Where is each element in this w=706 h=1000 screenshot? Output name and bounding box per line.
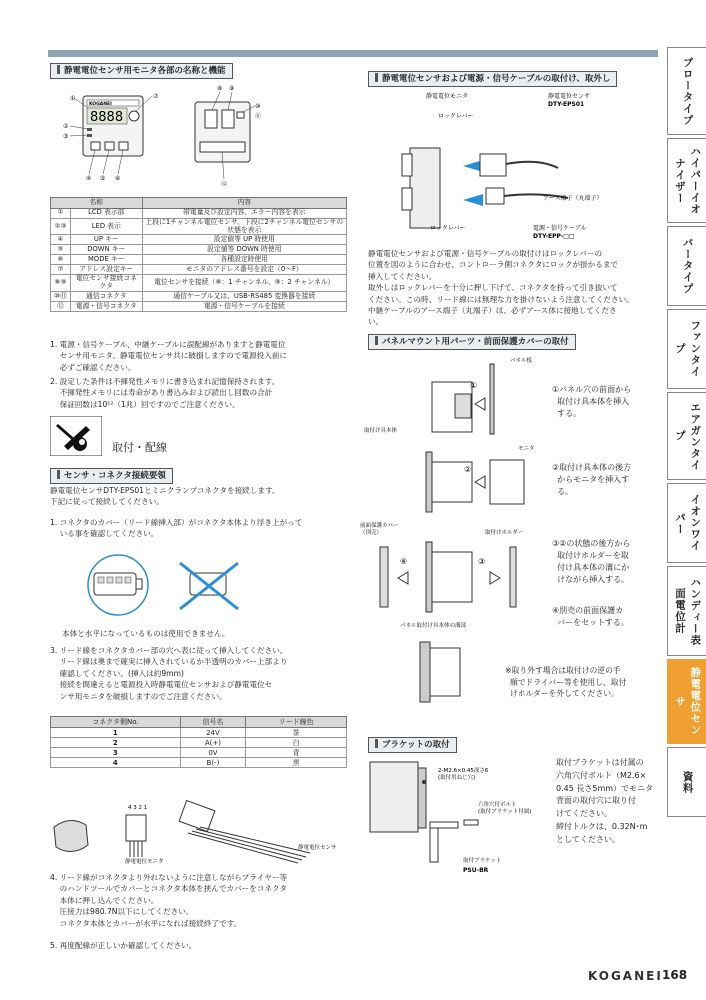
fig-hexbolt-label: 六角穴付ボルト(取付ブラケット付属) <box>478 802 532 815</box>
parts-table-row <box>51 245 347 255</box>
note-wiring-caution: 1. 電源・信号ケーブル、中継ケーブルに誤配線がありますと静電電位 センサ用モニタ、静電電位センサ共に破損しますので電源投入前に 必ずご確認ください。 <box>50 340 288 372</box>
parts-cell: 設定値等 UP 時使用 <box>142 235 346 245</box>
fig-panel-label: パネル板 <box>510 358 533 364</box>
svg-text:⑤: ⑤ <box>100 175 106 182</box>
svg-text:①: ① <box>70 95 76 102</box>
wiring-figure <box>50 797 350 872</box>
svg-text:⑥: ⑥ <box>115 175 121 182</box>
section-title-panel-mount: パネルマウント用パーツ・前面保護カバーの取付 <box>368 334 576 350</box>
step-3: 3. リード線をコネクタカバー部の穴へ表に従って挿入してください。 リード線は奥まで確実に挿入されているか半透明のカバー上部より 確認してください。(挿入は約9mm) 接続を間違えると電源投入時静電電位センサおよび静電電位セ ンサ用モニタを破損しますのでご注意ください。 <box>50 646 288 701</box>
category-tab[interactable] <box>667 47 706 135</box>
wire-cell: 0V <box>180 748 246 758</box>
wire-cell: A(+) <box>180 738 246 748</box>
wire-cell: 4 <box>51 758 181 768</box>
panel-step-2: ②取付け具本体の後方 からモニタを挿入す る。 <box>552 463 632 496</box>
category-tab[interactable] <box>667 483 706 563</box>
parts-cell: モニタのアドレス番号を設定（0～F） <box>142 265 346 275</box>
parts-cell: ① <box>51 208 71 218</box>
parts-table-row <box>51 292 347 302</box>
svg-text:④: ④ <box>86 175 92 182</box>
wire-table-row <box>51 728 347 738</box>
parts-cell: UP キー <box>71 235 143 245</box>
panel-step-1: ①パネル穴の前面から 取付け具本体を挿入 する。 <box>552 385 632 418</box>
fig-cable-label: 電源・信号ケーブル <box>533 225 587 232</box>
parts-table-row <box>51 218 347 235</box>
wire-table <box>50 716 347 768</box>
category-tabs <box>667 47 706 820</box>
fig-cable-model: DTY-EPP-□□ <box>533 233 575 240</box>
category-tab[interactable] <box>667 138 706 223</box>
category-tab-label: イオンワイパー <box>674 494 702 552</box>
wire-cell: 茶 <box>246 728 347 738</box>
svg-text:③: ③ <box>63 133 69 140</box>
display-brand-text: KOGANEI <box>89 102 112 107</box>
parts-cell: 通信コネクタ <box>71 292 143 302</box>
panel-step-4: ④別売の前面保護カ バーをセットする。 <box>552 606 629 627</box>
parts-cell: アドレス設定キー <box>71 265 143 275</box>
section-title-sensor-cable: 静電電位センサおよび電源・信号ケーブルの取付け、取外し <box>368 71 617 87</box>
parts-cell: 電位センサを接続（⑧：1 チャンネル、⑨：2 チャンネル） <box>142 275 346 292</box>
parts-cell: ⑫ <box>51 302 71 312</box>
category-tab[interactable] <box>667 659 706 744</box>
parts-cell: 電源・信号ケーブルを接続 <box>142 302 346 312</box>
parts-cell: 電位センサ接続コネクタ <box>71 275 143 292</box>
connect-intro: 静電電位センサDTY-EPS01とミニクランプコネクタを接続します。 下記に従って接続してください。 <box>50 486 280 507</box>
parts-cell: ⑦ <box>51 265 71 275</box>
note-memory: 2. 設定した条件は不揮発性メモリに書き込まれ記憶保持されます。 不揮発性メモリには寿命があり書込みおよび読出し回数の合計 保証回数は10¹²（1兆）回ですのでご注意ください。 <box>50 377 280 409</box>
svg-text:①: ① <box>470 381 478 390</box>
wire-table-header-signal: 信号名 <box>180 717 246 728</box>
fig-monitor2-label: モニタ <box>518 446 535 452</box>
category-tab[interactable] <box>667 566 706 656</box>
section-title-monitor-parts: 静電電位センサ用モニタ各部の名称と機能 <box>50 63 233 79</box>
wire-cell: 白 <box>246 738 347 748</box>
category-tab-label: ブロータイプ <box>681 56 694 126</box>
parts-cell: 上段に1チャンネル電位センサ、下段に2チャンネル電位センサの状態を表示 <box>142 218 346 235</box>
svg-text:⑦: ⑦ <box>153 93 159 100</box>
page-number: 168 <box>662 968 688 982</box>
svg-text:⑫: ⑫ <box>221 181 228 188</box>
wire-table-row <box>51 748 347 758</box>
category-tab-label: エアガンタイプ <box>674 401 702 471</box>
section-title-bracket: ブラケットの取付 <box>368 737 457 753</box>
step-4: 4. リード線がコネクタより外れないように注意しながらプライヤー等 のハンドツールでカバーとコネクタ本体を挟んでカバーをコネクタ 本体に押し込んでください。 圧接力は980.7N以下にしてください。 コネクタ本体とカバーが水平になれば接続終了です。 <box>50 873 288 928</box>
parts-table-header-content: 内容 <box>142 198 346 209</box>
parts-cell: DOWN キー <box>71 245 143 255</box>
wire-table-row <box>51 738 347 748</box>
category-tab-label: 資料 <box>681 770 694 794</box>
sensor-cable-figure <box>368 88 658 248</box>
svg-text:②: ② <box>464 465 472 474</box>
svg-text:⑧: ⑧ <box>217 85 223 92</box>
fig-groove-label: パネル取付け具本体の溝部 <box>400 623 467 629</box>
svg-text:③: ③ <box>478 557 486 566</box>
step-1-note: 本体と水平になっているものは使用できません。 <box>62 629 230 638</box>
sensor-cable-para: 静電電位センサおよび電源・信号ケーブルの取付けはロックレバーの 位置を図のように合わせ、コントローラ側コネクタにロックが掛かるまで 挿入してください。 取外しはロックレバーを十分に押し下げて、コネクタを持って引き抜いて ください。この時、リード線には無理な力を掛けないよう注意してください。 中継ケーブルのアース端子（丸端子）は、必ずアース体に接地してくださ い。 <box>368 249 634 327</box>
parts-cell: 電源・信号コネクタ <box>71 302 143 312</box>
parts-table-row <box>51 255 347 265</box>
category-tab-label: ファンタイプ <box>674 320 702 378</box>
fig-bracket-model: PSU-BR <box>463 867 489 874</box>
section-title-connector: センサ・コネクタ接続要領 <box>50 468 173 484</box>
wire-cell: 1 <box>51 728 181 738</box>
fig-lock-lever-2: ロックレバー <box>430 225 466 232</box>
parts-cell: MODE キー <box>71 255 143 265</box>
step-1: 1. コネクタのカバー（リード線挿入部）がコネクタ本体より浮き上がって いる事を確認してください。 <box>50 518 303 539</box>
wire-cell: 黒 <box>246 758 347 768</box>
svg-text:⑪: ⑪ <box>255 113 262 120</box>
category-tab[interactable] <box>667 226 706 306</box>
bracket-text: 取付ブラケットは付属の 六角穴付ボルト（M2.6× 0.45 長さ5mm）でモニタ 背面の取付穴に取り付 けてください。 締付トルクは、0.32N･m としてください。 <box>556 758 654 844</box>
fig-body-label: 取付け具本体 <box>364 428 398 434</box>
wire-cell: 青 <box>246 748 347 758</box>
fig-sensor-label: 静電電位センサ <box>298 845 337 851</box>
fig-cover-label: 前面保護カバー（別売） <box>360 523 399 536</box>
wire-cell: 24V <box>180 728 246 738</box>
svg-text:⑨: ⑨ <box>229 85 235 92</box>
fig-earth-terminal: アース端子（丸端子） <box>543 195 603 202</box>
fig-sensor-model: DTY-EPS01 <box>548 101 585 108</box>
category-tab[interactable] <box>667 747 706 817</box>
svg-text:④: ④ <box>400 557 408 566</box>
connector-ok-ng-figure <box>80 553 260 618</box>
parts-table-row <box>51 275 347 292</box>
category-tab-label: ハンディー表面電位計 <box>674 576 702 646</box>
wrench-icon <box>50 416 102 456</box>
bracket-figure <box>368 752 553 882</box>
parts-cell: ⑩⑪ <box>51 292 71 302</box>
fig-holder-label: 取付けホルダー <box>485 530 524 536</box>
display-digits-text: 8888 <box>90 110 124 125</box>
fig-bracket-label: 取付ブラケット <box>463 858 502 864</box>
parts-cell: LED 表示 <box>71 218 143 235</box>
monitor-rear-figure <box>185 82 270 192</box>
wire-cell: B(-) <box>180 758 246 768</box>
wire-table-header-color: リード線色 <box>246 717 347 728</box>
parts-cell: ④ <box>51 235 71 245</box>
fig-lock-lever-1: ロックレバー <box>438 113 474 120</box>
panel-step-3: ③②の状態の後方から 取付けホルダーを取 付け具本体の溝にか けながら挿入する。 <box>552 539 631 584</box>
category-tab-label: ハイパーイオナイザー <box>674 146 702 215</box>
parts-cell: ⑥ <box>51 255 71 265</box>
step-5: 5. 再度配線が正しいか確認してください。 <box>50 941 197 950</box>
monitor-front-figure <box>58 88 173 188</box>
wire-cell: 3 <box>51 748 181 758</box>
fig-pin-numbers: 4 3 2 1 <box>128 805 148 811</box>
parts-cell: 通信ケーブル又は、USB-RS485 変換器を接続 <box>142 292 346 302</box>
parts-table-row <box>51 235 347 245</box>
fig-screw-label: 2-M2.6×0.45深さ6 (取付用ねじ穴) <box>438 768 489 781</box>
parts-cell: ②③ <box>51 218 71 235</box>
parts-table-row <box>51 208 347 218</box>
panel-remove-note: ※取り外す場合は取付けの逆の手 順でドライバー等を使用し、取付 けホルダーを外してください。 <box>505 666 627 699</box>
svg-text:⑩: ⑩ <box>255 103 261 110</box>
parts-table-header-name: 名称 <box>51 198 143 209</box>
fig-sensor-label-r: 静電電位センサ <box>548 93 591 100</box>
parts-table <box>50 197 347 312</box>
wire-table-row <box>51 758 347 768</box>
fig-monitor-label: 静電電位モニタ <box>125 859 164 865</box>
category-tab-label: バータイプ <box>681 237 694 295</box>
parts-cell: LCD 表示部 <box>71 208 143 218</box>
fig-monitor-label-r: 静電電位モニタ <box>426 93 469 100</box>
category-tab-label: 静電電位センサ <box>674 667 702 736</box>
wiring-heading: 取付・配線 <box>112 441 167 454</box>
header-bar <box>48 50 658 57</box>
footer-brand: KOGANEI <box>588 969 663 983</box>
svg-text:②: ② <box>63 123 69 130</box>
parts-cell: ⑧⑨ <box>51 275 71 292</box>
category-tab[interactable] <box>667 392 706 480</box>
parts-cell: ⑤ <box>51 245 71 255</box>
wire-cell: 2 <box>51 738 181 748</box>
parts-cell: 設定値等 DOWN 時使用 <box>142 245 346 255</box>
category-tab[interactable] <box>667 309 706 389</box>
parts-cell: 各種設定時使用 <box>142 255 346 265</box>
wire-table-header-no: コネクタ側No. <box>51 717 181 728</box>
parts-table-row <box>51 302 347 312</box>
parts-cell: 帯電量及び設定内容、エラー内容を表示 <box>142 208 346 218</box>
